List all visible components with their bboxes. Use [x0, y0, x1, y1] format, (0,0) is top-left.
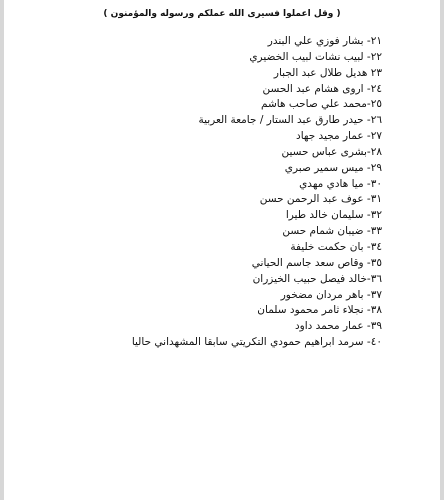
list-item: ٣٢- سليمان خالد طيرا: [285, 209, 382, 222]
list-item: ٣٧- باهر مردان مضخور: [280, 288, 382, 301]
list-item: ٢٩- ميس سمير صبري: [284, 161, 382, 174]
verse-heading: ( وقل اعملوا فسيرى الله عملكم ورسوله والمؤمنون ): [103, 9, 341, 19]
list-item: ٣٨- نجلاء ثامر محمود سلمان: [257, 304, 382, 317]
document-page: [4, 0, 440, 500]
list-item: ٢٢- لبيب نشات لبيب الخضيري: [249, 50, 382, 63]
list-item: ٢٥-محمد علي صاحب هاشم: [261, 98, 382, 111]
list-item: ٣٤- بان حكمت خليفة: [290, 240, 382, 253]
list-item: ٢٤- اروى هشام عبد الحسن: [262, 82, 382, 95]
names-list: [62, 34, 382, 351]
list-item: ٣٠- ميا هادي مهدي: [299, 177, 382, 190]
list-item: ٣١- عوف عبد الرحمن حسن: [259, 193, 382, 206]
list-item: ٣٥- وقاص سعد جاسم الحياني: [251, 256, 382, 269]
list-item: ٢١- بشار فوزي علي البندر: [267, 35, 382, 47]
list-item: ٢٣ هديل طلال عبد الجبار: [273, 66, 382, 79]
list-item: ٣٣- ضيبان شمام حسن: [282, 225, 382, 238]
list-item: ٢٧- عمار مجيد جهاد: [296, 130, 382, 143]
list-item: ٣٦-خالد فيصل حبيب الخيزران: [252, 272, 382, 285]
list-item: ٤٠- سرمد ابراهيم حمودي التكريتي سابقا المشهداني حاليا: [131, 336, 382, 349]
list-item: ٣٩- عمار محمد داود: [294, 320, 382, 333]
list-item: ٢٨-بشرى عباس حسين: [281, 145, 382, 158]
list-item: ٢٦- حيدر طارق عبد الستار / جامعة العربية: [198, 114, 382, 127]
